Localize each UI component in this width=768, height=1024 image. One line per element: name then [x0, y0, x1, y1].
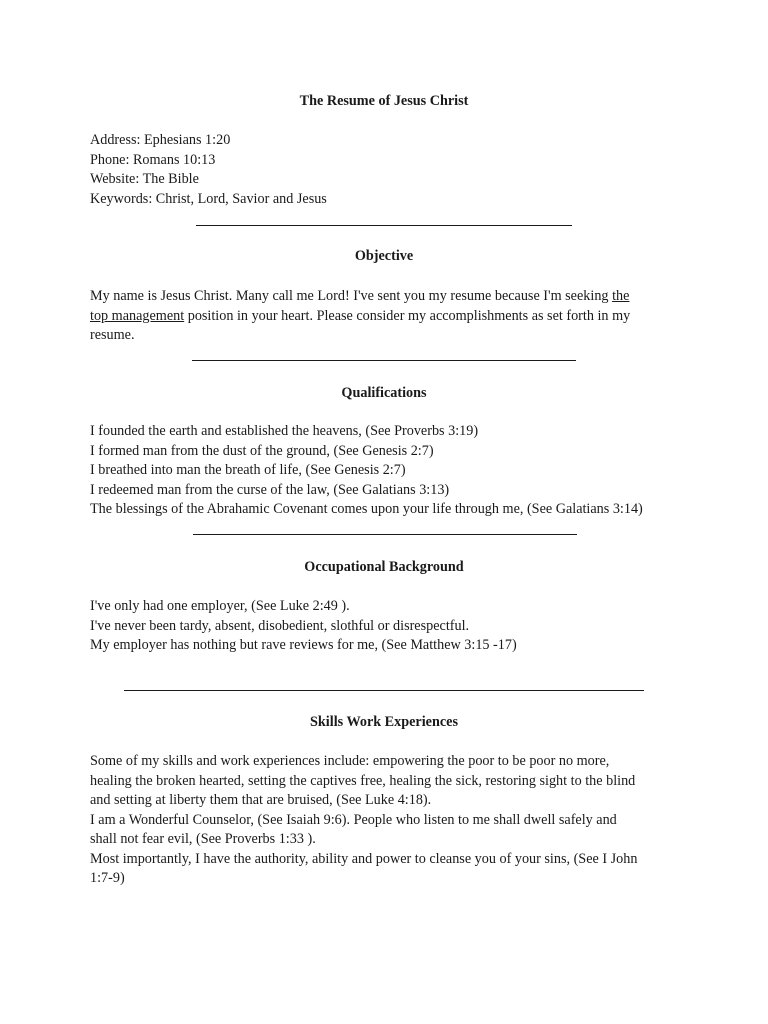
skills-line: and setting at liberty them that are bruised, (See Luke 4:18).	[90, 792, 432, 808]
occupational-item: My employer has nothing but rave reviews for me, (See Matthew 3:15 -17)	[90, 637, 517, 653]
occupational-item: I've only had one employer, (See Luke 2:49 ).	[90, 598, 350, 614]
skills-line: Most importantly, I have the authority, ability and power to cleanse you of your sins, (See I John	[90, 850, 638, 867]
contact-website: Website: The Bible	[90, 171, 199, 187]
contact-keywords: Keywords: Christ, Lord, Savior and Jesus	[90, 190, 327, 207]
section-divider	[192, 360, 576, 361]
contact-address: Address: Ephesians 1:20	[90, 132, 231, 148]
skills-line: Some of my skills and work experiences include: empowering the poor to be poor no more,	[90, 753, 610, 769]
qualification-item: I formed man from the dust of the ground, (See Genesis 2:7)	[90, 442, 434, 459]
qualification-item: I redeemed man from the curse of the law, (See Galatians 3:13)	[90, 481, 450, 498]
objective-line: resume.	[90, 327, 135, 343]
skills-line: 1:7-9)	[90, 870, 125, 886]
skills-text	[90, 752, 690, 889]
objective-line: My name is Jesus Christ. Many call me Lord! I've sent you my resume because I'm seeking the	[90, 288, 630, 304]
contact-phone: Phone: Romans 10:13	[90, 151, 216, 168]
section-divider	[124, 690, 644, 691]
skills-heading: Skills Work Experiences	[310, 714, 458, 730]
occupational-list	[90, 597, 690, 656]
qualification-item: I breathed into man the breath of life, (See Genesis 2:7)	[90, 462, 406, 478]
occupational-heading: Occupational Background	[304, 559, 464, 575]
objective-heading: Objective	[354, 248, 414, 264]
qualification-item: The blessings of the Abrahamic Covenant comes upon your life through me, (See Galatians 3:14)	[90, 501, 643, 517]
contact-block	[90, 131, 690, 209]
objective-line: top management position in your heart. Please consider my accomplishments as set forth in my	[90, 307, 631, 324]
occupational-item: I've never been tardy, absent, disobedient, slothful or disrespectful.	[90, 617, 470, 634]
skills-line: I am a Wonderful Counselor, (See Isaiah 9:6). People who listen to me shall dwell safely and	[90, 811, 617, 828]
document-title: The Resume of Jesus Christ	[299, 93, 469, 109]
section-divider	[196, 225, 572, 226]
section-divider	[193, 534, 577, 535]
qualifications-heading: Qualifications	[341, 385, 427, 401]
skills-line: shall not fear evil, (See Proverbs 1:33 ).	[90, 831, 316, 847]
qualification-item: I founded the earth and established the heavens, (See Proverbs 3:19)	[90, 423, 479, 439]
objective-text	[90, 287, 690, 346]
qualifications-list	[90, 422, 690, 520]
skills-line: healing the broken hearted, setting the captives free, healing the sick, restoring sight to the blind	[90, 772, 636, 789]
